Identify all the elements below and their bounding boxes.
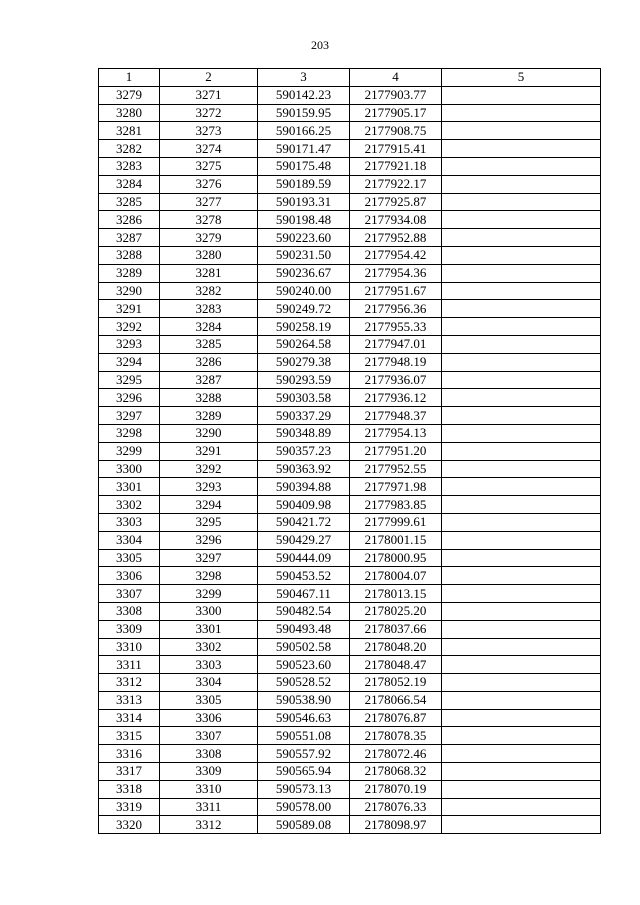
table-cell: 3276 <box>160 175 258 193</box>
table-cell: 590589.08 <box>258 816 350 834</box>
table-cell: 3289 <box>99 264 160 282</box>
table-cell: 3315 <box>99 727 160 745</box>
table-cell: 3316 <box>99 745 160 763</box>
table-cell: 3284 <box>99 175 160 193</box>
table-cell <box>442 531 601 549</box>
table-cell: 3272 <box>160 104 258 122</box>
table-row <box>99 656 601 674</box>
table-cell: 2177954.42 <box>350 246 442 264</box>
table-cell: 2177954.13 <box>350 424 442 442</box>
table-cell: 590258.19 <box>258 318 350 336</box>
table-cell <box>442 246 601 264</box>
table-row <box>99 709 601 727</box>
table-cell: 3281 <box>99 122 160 140</box>
table-cell <box>442 86 601 104</box>
column-header: 2 <box>160 69 258 87</box>
column-header: 3 <box>258 69 350 87</box>
table-row <box>99 798 601 816</box>
table-row <box>99 407 601 425</box>
table-row <box>99 157 601 175</box>
table-cell: 3302 <box>160 638 258 656</box>
table-cell: 590493.48 <box>258 620 350 638</box>
table-cell: 3287 <box>99 229 160 247</box>
table-cell: 590557.92 <box>258 745 350 763</box>
table-cell: 590357.23 <box>258 442 350 460</box>
table-cell: 590240.00 <box>258 282 350 300</box>
table-cell: 3306 <box>160 709 258 727</box>
table-row <box>99 585 601 603</box>
table-cell: 2177952.88 <box>350 229 442 247</box>
table-cell: 3290 <box>160 424 258 442</box>
table-cell: 3304 <box>99 531 160 549</box>
table-cell: 3279 <box>99 86 160 104</box>
table-cell <box>442 549 601 567</box>
table-row <box>99 549 601 567</box>
table-cell: 3294 <box>160 496 258 514</box>
table-cell: 590193.31 <box>258 193 350 211</box>
table-cell: 3307 <box>160 727 258 745</box>
table-cell: 3288 <box>99 246 160 264</box>
table-cell: 590429.27 <box>258 531 350 549</box>
table-cell: 2178078.35 <box>350 727 442 745</box>
table-cell <box>442 496 601 514</box>
table-cell <box>442 567 601 585</box>
table-row <box>99 496 601 514</box>
column-header: 4 <box>350 69 442 87</box>
table-row <box>99 745 601 763</box>
table-cell: 2178048.47 <box>350 656 442 674</box>
table-cell: 590363.92 <box>258 460 350 478</box>
table-row <box>99 246 601 264</box>
table-cell <box>442 478 601 496</box>
table-cell <box>442 727 601 745</box>
table-cell: 2177948.19 <box>350 353 442 371</box>
table-cell: 3295 <box>160 513 258 531</box>
table-cell <box>442 229 601 247</box>
table-cell: 3288 <box>160 389 258 407</box>
table-cell: 2177921.18 <box>350 157 442 175</box>
table-cell <box>442 335 601 353</box>
table-cell: 2177915.41 <box>350 140 442 158</box>
table-cell <box>442 674 601 692</box>
table-row <box>99 335 601 353</box>
table-cell <box>442 193 601 211</box>
table-cell: 2178098.97 <box>350 816 442 834</box>
table-cell: 590231.50 <box>258 246 350 264</box>
table-cell: 590578.00 <box>258 798 350 816</box>
table-cell: 3282 <box>99 140 160 158</box>
table-cell: 590279.38 <box>258 353 350 371</box>
table-cell: 2177936.12 <box>350 389 442 407</box>
table-cell: 3296 <box>99 389 160 407</box>
table-cell <box>442 638 601 656</box>
table-row <box>99 140 601 158</box>
table-row <box>99 620 601 638</box>
coordinates-table <box>98 68 601 834</box>
table-cell: 590189.59 <box>258 175 350 193</box>
table-cell: 590293.59 <box>258 371 350 389</box>
table-cell: 3281 <box>160 264 258 282</box>
table-cell: 2178070.19 <box>350 780 442 798</box>
table-cell <box>442 656 601 674</box>
table-cell: 2177934.08 <box>350 211 442 229</box>
table-row <box>99 602 601 620</box>
table-cell: 590236.67 <box>258 264 350 282</box>
table-cell: 590523.60 <box>258 656 350 674</box>
table-row <box>99 460 601 478</box>
table-cell: 3275 <box>160 157 258 175</box>
table-cell: 2177952.55 <box>350 460 442 478</box>
table-cell: 3309 <box>160 763 258 781</box>
table-cell: 3285 <box>99 193 160 211</box>
table-cell: 590264.58 <box>258 335 350 353</box>
table-cell: 2177954.36 <box>350 264 442 282</box>
table-cell <box>442 122 601 140</box>
table-cell <box>442 513 601 531</box>
table-cell: 2177956.36 <box>350 300 442 318</box>
table-cell: 3291 <box>160 442 258 460</box>
table-cell: 590198.48 <box>258 211 350 229</box>
table-cell <box>442 175 601 193</box>
table-cell: 2178037.66 <box>350 620 442 638</box>
table-header-row <box>99 69 601 87</box>
table-cell: 3300 <box>99 460 160 478</box>
table-cell <box>442 816 601 834</box>
table-row <box>99 478 601 496</box>
table-cell: 3310 <box>160 780 258 798</box>
table-row <box>99 691 601 709</box>
table-cell: 590573.13 <box>258 780 350 798</box>
table-row <box>99 371 601 389</box>
table-cell: 590565.94 <box>258 763 350 781</box>
table-cell <box>442 140 601 158</box>
table-cell: 3279 <box>160 229 258 247</box>
table-cell: 3307 <box>99 585 160 603</box>
table-cell: 2177925.87 <box>350 193 442 211</box>
table-cell <box>442 602 601 620</box>
table-body <box>99 86 601 833</box>
table-cell: 590394.88 <box>258 478 350 496</box>
table-row <box>99 674 601 692</box>
table-cell: 3302 <box>99 496 160 514</box>
table-row <box>99 780 601 798</box>
table-cell: 3308 <box>160 745 258 763</box>
table-cell: 3283 <box>160 300 258 318</box>
table-cell: 3292 <box>160 460 258 478</box>
table-cell: 590551.08 <box>258 727 350 745</box>
table-row <box>99 86 601 104</box>
table-cell: 3312 <box>160 816 258 834</box>
table-cell: 590175.48 <box>258 157 350 175</box>
table-row <box>99 318 601 336</box>
table-cell <box>442 424 601 442</box>
table-cell <box>442 780 601 798</box>
table-cell: 3285 <box>160 335 258 353</box>
table-cell: 590409.98 <box>258 496 350 514</box>
table-cell: 2178068.32 <box>350 763 442 781</box>
table-cell: 3312 <box>99 674 160 692</box>
table-cell: 3274 <box>160 140 258 158</box>
table-cell: 3301 <box>160 620 258 638</box>
table-row <box>99 424 601 442</box>
table-cell: 590421.72 <box>258 513 350 531</box>
table-cell: 3306 <box>99 567 160 585</box>
table-cell: 2178076.87 <box>350 709 442 727</box>
table-cell <box>442 798 601 816</box>
table-cell: 2177948.37 <box>350 407 442 425</box>
table-row <box>99 638 601 656</box>
table-cell: 3318 <box>99 780 160 798</box>
column-header: 5 <box>442 69 601 87</box>
table-cell: 2178000.95 <box>350 549 442 567</box>
table-cell: 2178048.20 <box>350 638 442 656</box>
table-cell: 3304 <box>160 674 258 692</box>
table-cell: 3299 <box>99 442 160 460</box>
table-cell: 3271 <box>160 86 258 104</box>
table-cell: 2178001.15 <box>350 531 442 549</box>
table-cell: 590166.25 <box>258 122 350 140</box>
table-cell: 590159.95 <box>258 104 350 122</box>
table-cell: 3293 <box>160 478 258 496</box>
table-cell: 590538.90 <box>258 691 350 709</box>
column-header: 1 <box>99 69 160 87</box>
table-row <box>99 229 601 247</box>
table-cell: 3278 <box>160 211 258 229</box>
table-cell: 2177903.77 <box>350 86 442 104</box>
table-row <box>99 175 601 193</box>
table-cell: 2177936.07 <box>350 371 442 389</box>
table-cell: 2177971.98 <box>350 478 442 496</box>
table-cell: 3313 <box>99 691 160 709</box>
table-cell: 590528.52 <box>258 674 350 692</box>
table-cell: 3303 <box>160 656 258 674</box>
table-cell: 2177947.01 <box>350 335 442 353</box>
table-cell <box>442 282 601 300</box>
table-cell: 2177951.20 <box>350 442 442 460</box>
table-cell <box>442 371 601 389</box>
table-cell: 3291 <box>99 300 160 318</box>
table-row <box>99 442 601 460</box>
table-cell <box>442 157 601 175</box>
table-cell: 3294 <box>99 353 160 371</box>
table-cell <box>442 709 601 727</box>
table-cell <box>442 104 601 122</box>
table-cell: 2178072.46 <box>350 745 442 763</box>
table-cell: 3283 <box>99 157 160 175</box>
table-cell: 590348.89 <box>258 424 350 442</box>
table-cell: 590303.58 <box>258 389 350 407</box>
table-cell <box>442 763 601 781</box>
table-cell: 590337.29 <box>258 407 350 425</box>
table-cell: 3289 <box>160 407 258 425</box>
table-row <box>99 300 601 318</box>
table-cell: 590249.72 <box>258 300 350 318</box>
table-cell: 3297 <box>160 549 258 567</box>
table-cell: 3280 <box>160 246 258 264</box>
table-cell: 590502.58 <box>258 638 350 656</box>
table-cell: 3317 <box>99 763 160 781</box>
table-cell <box>442 318 601 336</box>
table-cell: 3286 <box>99 211 160 229</box>
table-cell: 590171.47 <box>258 140 350 158</box>
table-cell: 2178066.54 <box>350 691 442 709</box>
table-cell: 3292 <box>99 318 160 336</box>
table-cell: 3305 <box>160 691 258 709</box>
table-cell <box>442 585 601 603</box>
table-cell <box>442 442 601 460</box>
table-cell: 2177983.85 <box>350 496 442 514</box>
table-cell: 2178076.33 <box>350 798 442 816</box>
table-cell: 3299 <box>160 585 258 603</box>
table-cell: 2177922.17 <box>350 175 442 193</box>
table-cell: 3305 <box>99 549 160 567</box>
table-row <box>99 282 601 300</box>
table-cell <box>442 460 601 478</box>
table-cell: 2178013.15 <box>350 585 442 603</box>
table-cell <box>442 745 601 763</box>
table-cell: 590444.09 <box>258 549 350 567</box>
table-cell: 3298 <box>99 424 160 442</box>
table-row <box>99 763 601 781</box>
table-cell <box>442 691 601 709</box>
table-cell: 590482.54 <box>258 602 350 620</box>
table-row <box>99 727 601 745</box>
table-row <box>99 389 601 407</box>
table-cell: 3293 <box>99 335 160 353</box>
table-cell: 590453.52 <box>258 567 350 585</box>
table-cell: 2177908.75 <box>350 122 442 140</box>
table-row <box>99 211 601 229</box>
table-cell: 3300 <box>160 602 258 620</box>
table-cell: 2177905.17 <box>350 104 442 122</box>
table-row <box>99 531 601 549</box>
table-row <box>99 104 601 122</box>
table-cell <box>442 300 601 318</box>
table-cell: 3301 <box>99 478 160 496</box>
table-cell: 3311 <box>99 656 160 674</box>
table-cell: 3320 <box>99 816 160 834</box>
page-number: 203 <box>311 38 329 52</box>
table-cell: 3298 <box>160 567 258 585</box>
table-cell: 2177955.33 <box>350 318 442 336</box>
table-cell <box>442 620 601 638</box>
table-cell: 2178052.19 <box>350 674 442 692</box>
table-cell: 3319 <box>99 798 160 816</box>
table-cell: 3273 <box>160 122 258 140</box>
table-cell: 3308 <box>99 602 160 620</box>
table-cell: 3290 <box>99 282 160 300</box>
table-cell: 3309 <box>99 620 160 638</box>
table-cell: 3282 <box>160 282 258 300</box>
table-row <box>99 193 601 211</box>
table-cell <box>442 211 601 229</box>
table-cell: 3310 <box>99 638 160 656</box>
table-cell <box>442 353 601 371</box>
table-cell: 3277 <box>160 193 258 211</box>
table-cell: 3287 <box>160 371 258 389</box>
table-row <box>99 513 601 531</box>
table-row <box>99 567 601 585</box>
table-cell: 2177951.67 <box>350 282 442 300</box>
table-cell: 590223.60 <box>258 229 350 247</box>
table-row <box>99 264 601 282</box>
table-cell: 3295 <box>99 371 160 389</box>
table-cell: 590142.23 <box>258 86 350 104</box>
table-cell <box>442 389 601 407</box>
table-row <box>99 353 601 371</box>
table-cell: 3303 <box>99 513 160 531</box>
table-cell: 3297 <box>99 407 160 425</box>
table-cell: 2178004.07 <box>350 567 442 585</box>
table-cell: 3280 <box>99 104 160 122</box>
table-row <box>99 122 601 140</box>
table-row <box>99 816 601 834</box>
table-cell <box>442 407 601 425</box>
table-cell: 590546.63 <box>258 709 350 727</box>
table-cell: 2177999.61 <box>350 513 442 531</box>
table-cell: 3296 <box>160 531 258 549</box>
table-cell: 3314 <box>99 709 160 727</box>
table-cell: 3311 <box>160 798 258 816</box>
table-cell: 3286 <box>160 353 258 371</box>
table-cell: 2178025.20 <box>350 602 442 620</box>
table-cell: 590467.11 <box>258 585 350 603</box>
table-cell: 3284 <box>160 318 258 336</box>
table-cell <box>442 264 601 282</box>
